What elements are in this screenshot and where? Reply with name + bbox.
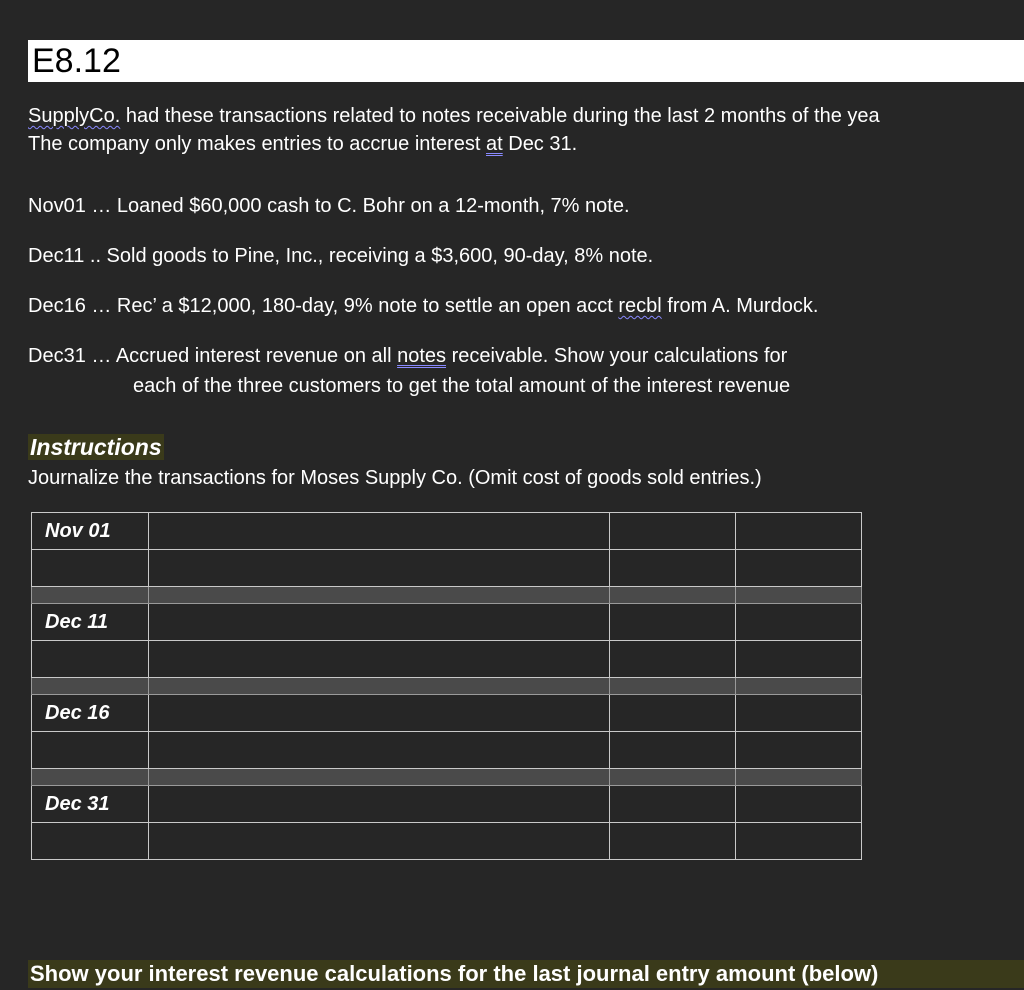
transaction-dec31-end: receivable. Show your calculations for	[446, 345, 788, 367]
journal-row	[32, 550, 862, 587]
journal-debit-cell[interactable]	[610, 641, 736, 678]
separator-cell	[32, 678, 149, 695]
journal-date-cell: Dec 11	[32, 604, 149, 641]
journal-row	[32, 604, 862, 641]
journal-debit-cell[interactable]	[610, 604, 736, 641]
company-name: SupplyCo.	[28, 105, 121, 127]
journal-row	[32, 641, 862, 678]
journal-row	[32, 823, 862, 860]
journal-date-cell[interactable]	[32, 823, 149, 860]
transaction-dec16-recbl: recbl	[618, 295, 662, 317]
journal-debit-cell[interactable]	[610, 823, 736, 860]
separator-cell	[149, 678, 610, 695]
journal-date-cell[interactable]	[32, 550, 149, 587]
transaction-dec31-notes: notes	[397, 345, 447, 367]
journal-account-cell[interactable]	[149, 513, 610, 550]
journal-account-cell[interactable]	[149, 550, 610, 587]
journal-debit-cell[interactable]	[610, 550, 736, 587]
journal-table	[31, 512, 862, 860]
journal-debit-cell[interactable]	[610, 513, 736, 550]
transaction-dec16-start: Dec16 … Rec’ a $12,000, 180-day, 9% note to settle an open acct	[28, 295, 619, 317]
transaction-dec31	[28, 344, 787, 368]
journal-row	[32, 513, 862, 550]
separator-cell	[610, 678, 736, 695]
journal-row	[32, 786, 862, 823]
journal-account-cell[interactable]	[149, 786, 610, 823]
journal-date-cell: Dec 16	[32, 695, 149, 732]
journal-credit-cell[interactable]	[736, 604, 862, 641]
journal-row	[32, 695, 862, 732]
instructions-text: Journalize the transactions for Moses Supply Co. (Omit cost of goods sold entries.)	[28, 467, 762, 489]
separator-cell	[736, 769, 862, 786]
intro-line-2-end: Dec 31.	[502, 133, 578, 155]
separator-cell	[736, 587, 862, 604]
journal-debit-cell[interactable]	[610, 695, 736, 732]
journal-account-cell[interactable]	[149, 695, 610, 732]
journal-separator-row	[32, 587, 862, 604]
separator-cell	[149, 587, 610, 604]
journal-debit-cell[interactable]	[610, 786, 736, 823]
intro-line-2-start: The company only makes entries to accrue interest	[28, 133, 486, 155]
separator-cell	[32, 587, 149, 604]
separator-cell	[149, 769, 610, 786]
journal-credit-cell[interactable]	[736, 641, 862, 678]
journal-account-cell[interactable]	[149, 641, 610, 678]
transaction-dec11: Dec11 .. Sold goods to Pine, Inc., receiving a $3,600, 90-day, 8% note.	[28, 245, 654, 267]
journal-date-cell: Dec 31	[32, 786, 149, 823]
instructions-heading: Instructions	[30, 434, 162, 460]
intro-line-2	[28, 132, 577, 156]
journal-credit-cell[interactable]	[736, 513, 862, 550]
transaction-nov01: Nov01 … Loaned $60,000 cash to C. Bohr on a 12-month, 7% note.	[28, 195, 630, 217]
journal-row	[32, 732, 862, 769]
journal-separator-row	[32, 769, 862, 786]
journal-date-cell[interactable]	[32, 641, 149, 678]
journal-account-cell[interactable]	[149, 823, 610, 860]
journal-debit-cell[interactable]	[610, 732, 736, 769]
intro-line-1-text: had these transactions related to notes receivable during the last 2 months of the yea	[120, 105, 880, 127]
separator-cell	[736, 678, 862, 695]
journal-date-cell: Nov 01	[32, 513, 149, 550]
calculations-prompt: Show your interest revenue calculations for the last journal entry amount (below)	[28, 960, 1024, 988]
separator-cell	[610, 587, 736, 604]
transaction-dec31-start: Dec31 … Accrued interest revenue on all	[28, 345, 398, 367]
transaction-dec31-line-2: each of the three customers to get the total amount of the interest revenue	[133, 375, 791, 397]
transaction-dec16	[28, 294, 818, 318]
journal-credit-cell[interactable]	[736, 786, 862, 823]
journal-credit-cell[interactable]	[736, 550, 862, 587]
journal-separator-row	[32, 678, 862, 695]
journal-date-cell[interactable]	[32, 732, 149, 769]
separator-cell	[610, 769, 736, 786]
journal-account-cell[interactable]	[149, 604, 610, 641]
intro-line-2-at: at	[486, 133, 503, 155]
journal-credit-cell[interactable]	[736, 695, 862, 732]
exercise-title: E8.12	[28, 40, 1024, 82]
separator-cell	[32, 769, 149, 786]
journal-credit-cell[interactable]	[736, 823, 862, 860]
journal-account-cell[interactable]	[149, 732, 610, 769]
journal-credit-cell[interactable]	[736, 732, 862, 769]
transaction-dec16-end: from A. Murdock.	[661, 295, 819, 317]
intro-line-1	[28, 104, 880, 128]
